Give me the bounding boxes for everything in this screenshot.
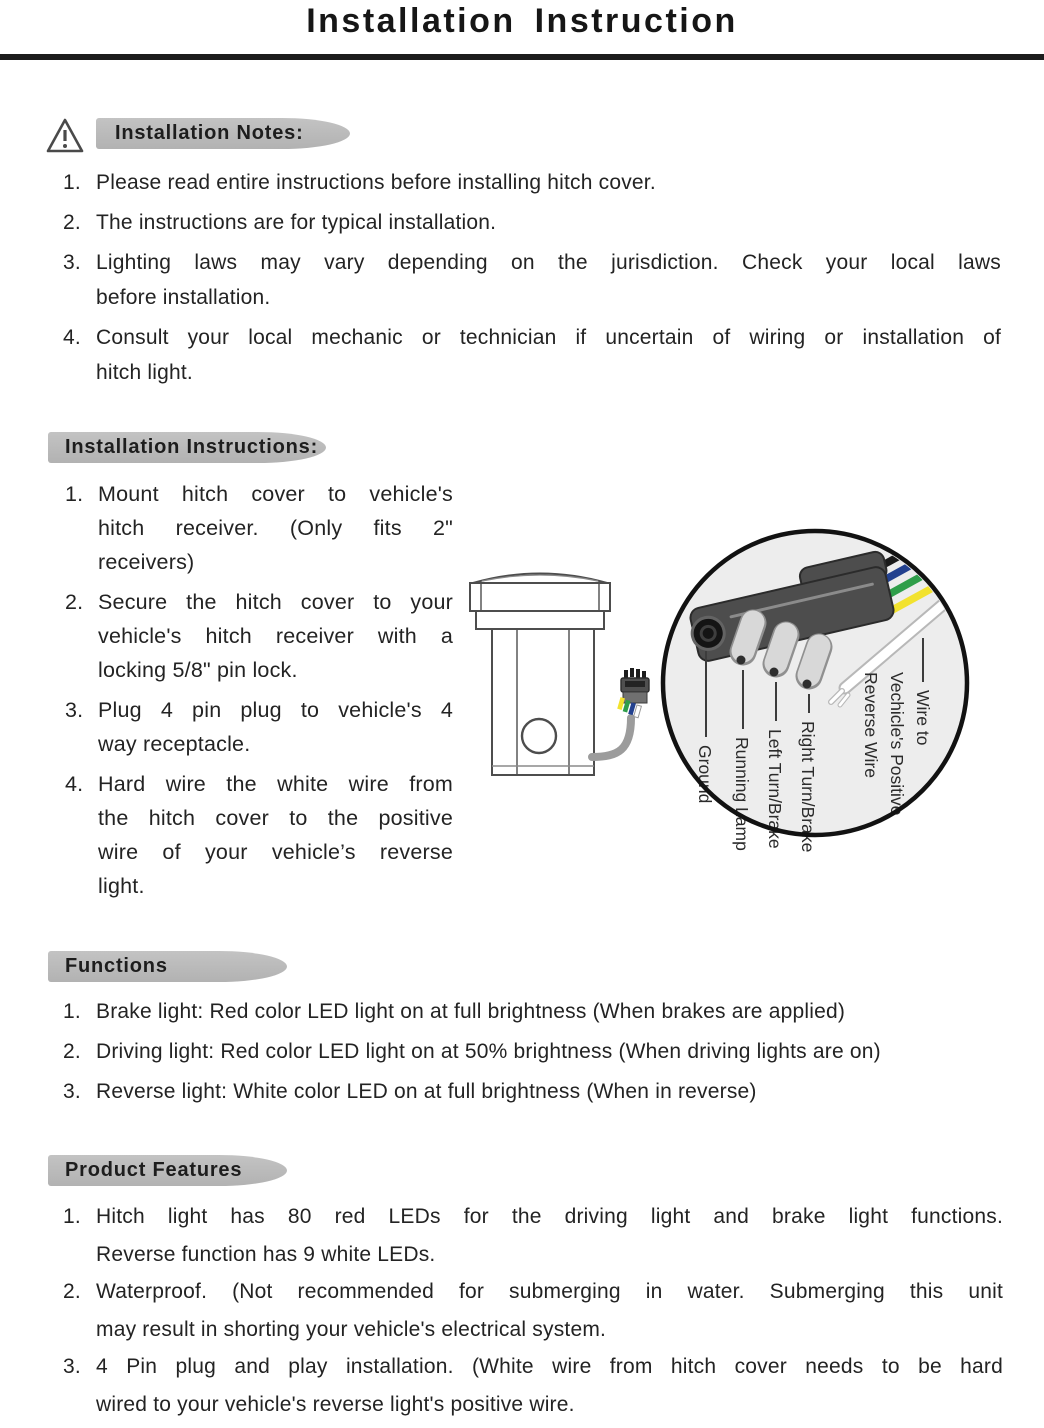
item-text <box>98 585 453 687</box>
list-item <box>63 165 1003 200</box>
text-line: hitch receiver. (Only fits 2" <box>98 516 453 540</box>
text-line: Driving light: Red color LED light on at 50% brightness (When driving lights are on) <box>96 1040 881 1063</box>
text-line: locking 5/8" pin lock. <box>98 658 298 682</box>
power-cable <box>592 718 631 757</box>
list-item <box>63 1348 1008 1423</box>
text-line: Brake light: Red color LED light on at full brightness (When brakes are applied) <box>96 1000 846 1023</box>
hitch-cover-drawing <box>470 574 610 776</box>
item-text <box>96 245 1001 315</box>
text-line: Secure the hitch cover to your <box>98 590 453 614</box>
list-item <box>63 1032 1008 1072</box>
item-number: 1. <box>63 1205 81 1228</box>
hitch-cover-step <box>476 611 604 629</box>
list-item <box>63 1273 1008 1348</box>
list-item <box>65 585 460 687</box>
text-line: 4 Pin plug and play installation. (White wire from hitch cover needs to be hard <box>96 1355 1003 1378</box>
item-text <box>96 1273 1003 1348</box>
item-number: 4. <box>63 326 81 349</box>
item-number: 1. <box>65 482 84 506</box>
notes-heading-ribbon: Installation Notes: <box>96 118 350 149</box>
item-number: 2. <box>63 211 81 234</box>
item-text <box>96 320 1001 390</box>
features-heading-ribbon: Product Features <box>48 1155 287 1186</box>
functions-heading-ribbon: Functions <box>48 951 287 982</box>
item-text <box>96 1032 1006 1072</box>
svg-text:Wire to: Wire to <box>913 690 933 746</box>
instructions-list <box>65 477 460 909</box>
pin-label-ground: Ground <box>695 745 715 804</box>
functions-list <box>63 992 1008 1112</box>
notes-list <box>63 165 1003 395</box>
item-number: 1. <box>63 171 81 194</box>
item-number: 2. <box>63 1040 81 1063</box>
item-text <box>96 165 1001 200</box>
list-item <box>63 1198 1008 1273</box>
text-line: wired to your vehicle's reverse light's positive wire. <box>96 1392 575 1416</box>
item-number: 3. <box>63 251 81 274</box>
text-line: Reverse light: White color LED on at full brightness (When in reverse) <box>96 1080 757 1103</box>
text-line: way receptacle. <box>98 732 251 756</box>
text-line: may result in shorting your vehicle's electrical system. <box>96 1317 607 1341</box>
text-line: vehicle's hitch receiver with a <box>98 624 453 648</box>
text-line: Lighting laws may vary depending on the jurisdiction. Check your local laws <box>96 251 1001 274</box>
warning-icon <box>45 116 85 156</box>
list-item <box>63 992 1008 1032</box>
svg-text:Vechicle's Positive: Vechicle's Positive <box>887 672 907 816</box>
text-line: Hitch light has 80 red LEDs for the driving light and brake light functions. <box>96 1205 1003 1228</box>
list-item <box>63 1072 1008 1112</box>
item-number: 4. <box>65 772 84 796</box>
text-line: Consult your local mechanic or technician if uncertain of wiring or installation of <box>96 326 1001 349</box>
item-text <box>96 205 1001 240</box>
list-item <box>65 693 460 761</box>
list-item <box>65 767 460 903</box>
item-text <box>96 1348 1003 1423</box>
item-text <box>96 1198 1003 1273</box>
connector-pin <box>803 646 820 689</box>
text-line: The instructions are for typical installation. <box>96 211 497 234</box>
list-item <box>63 245 1003 315</box>
item-text <box>98 477 453 579</box>
title-divider <box>0 54 1044 60</box>
item-text <box>98 693 453 761</box>
text-line: before installation. <box>96 286 271 309</box>
page-title: Installation Instruction <box>306 2 738 40</box>
item-number: 1. <box>63 1000 81 1023</box>
hitch-cover-flange <box>470 583 610 611</box>
item-number: 2. <box>65 590 84 614</box>
item-number: 3. <box>65 698 84 722</box>
features-list <box>63 1198 1008 1423</box>
text-line: receivers) <box>98 550 195 574</box>
connector-pin <box>737 622 754 665</box>
hitch-pin-hole <box>522 719 556 753</box>
item-text <box>96 1072 1006 1112</box>
text-line: Plug 4 pin plug to vehicle's 4 <box>98 698 453 722</box>
pin-label-running-lamp: Running Lamp <box>732 737 752 851</box>
list-item <box>65 477 460 579</box>
connector-pin <box>770 634 787 677</box>
item-text <box>98 767 453 903</box>
wiring-diagram <box>440 520 1044 880</box>
item-number: 3. <box>63 1080 81 1103</box>
item-text <box>96 992 1006 1032</box>
svg-text:Reverse Wire: Reverse Wire <box>861 672 881 778</box>
instructions-heading-ribbon: Installation Instructions: <box>48 432 326 463</box>
text-line: Reverse function has 9 white LEDs. <box>96 1242 436 1266</box>
list-item <box>63 320 1003 390</box>
text-line: Please read entire instructions before installing hitch cover. <box>96 171 656 194</box>
text-line: light. <box>98 874 145 898</box>
text-line: Waterproof. (Not recommended for submerging in water. Submerging this unit <box>96 1280 1003 1303</box>
item-number: 2. <box>63 1280 81 1303</box>
pin-label-left-turn-brake: Left Turn/Brake <box>765 729 785 849</box>
text-line: wire of your vehicle’s reverse <box>98 840 453 864</box>
text-line: Hard wire the white wire from <box>98 772 453 796</box>
text-line: hitch light. <box>96 361 193 384</box>
list-item <box>63 205 1003 240</box>
item-number: 3. <box>63 1355 81 1378</box>
text-line: the hitch cover to the positive <box>98 806 453 830</box>
text-line: Mount hitch cover to vehicle's <box>98 482 453 506</box>
four-pin-plug <box>616 668 649 718</box>
pin-label-right-turn-brake: Right Turn/Brake <box>798 721 818 853</box>
